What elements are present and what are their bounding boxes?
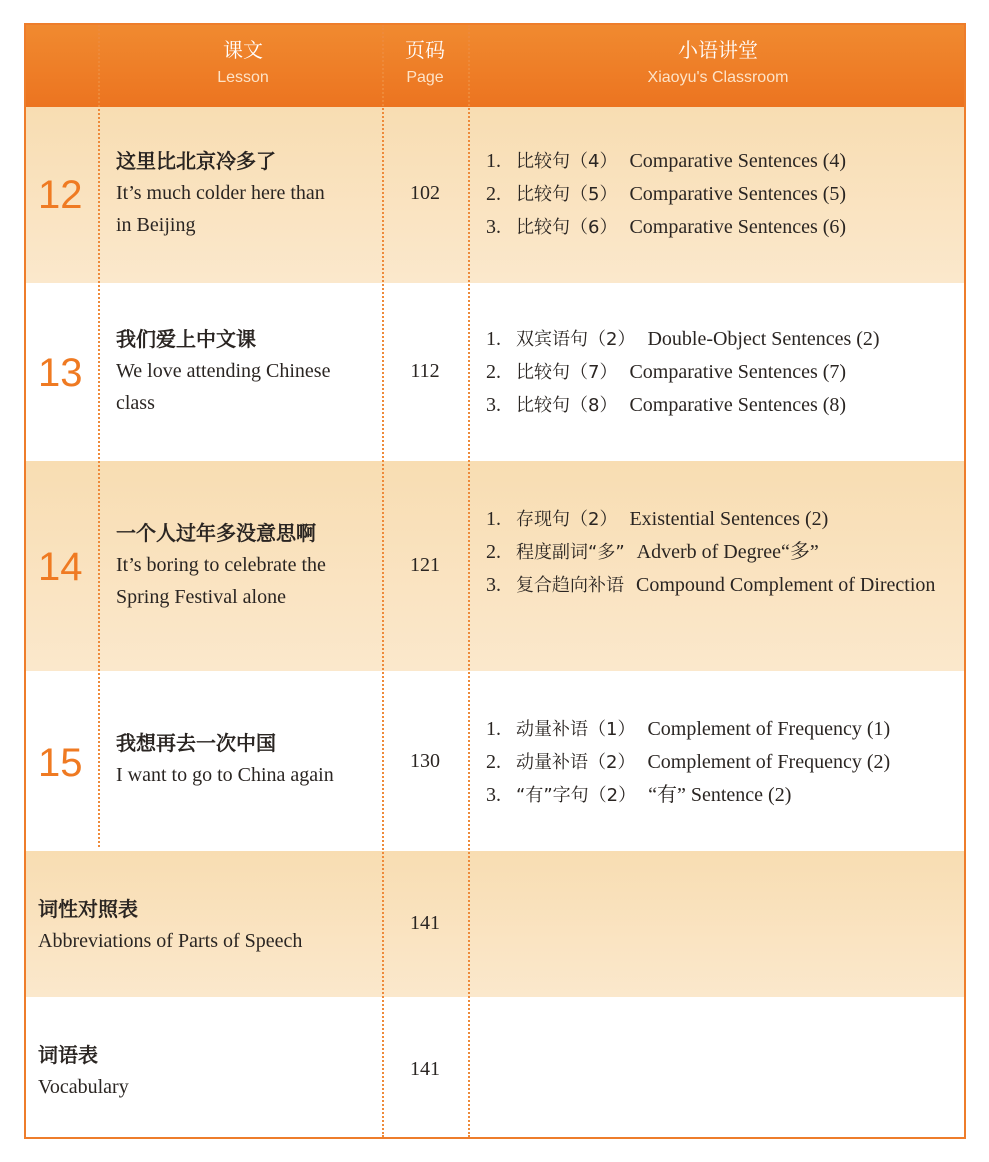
lesson-header-zh: 课文 bbox=[223, 38, 263, 62]
lesson-number: 13 bbox=[38, 351, 83, 395]
point-number: 3. bbox=[486, 784, 501, 806]
page-column-divider-right bbox=[468, 25, 470, 1137]
lesson-title-en-line2: Spring Festival alone bbox=[116, 586, 286, 608]
lesson-title-zh: 一个人过年多没意思啊 bbox=[116, 521, 316, 545]
point-number: 3. bbox=[486, 394, 501, 416]
grammar-point bbox=[486, 356, 962, 389]
page-number: 141 bbox=[410, 912, 440, 934]
point-number: 1. bbox=[486, 328, 501, 350]
point-zh: 动量补语（1） bbox=[516, 719, 636, 740]
lesson-title-en-line1: We love attending Chinese bbox=[116, 360, 331, 382]
point-number: 1. bbox=[486, 718, 501, 740]
point-en: Compound Complement of Direction bbox=[636, 574, 936, 596]
point-zh: 复合趋向补语 bbox=[516, 575, 624, 596]
lesson-row[interactable] bbox=[26, 671, 964, 851]
lesson-title-zh: 我想再去一次中国 bbox=[116, 731, 276, 755]
page-column-header bbox=[382, 25, 468, 107]
grammar-point bbox=[486, 389, 962, 422]
appendix-title[interactable] bbox=[38, 1039, 368, 1103]
point-en: Comparative Sentences (4) bbox=[629, 150, 847, 172]
point-zh: 比较句（6） bbox=[516, 217, 618, 238]
point-number: 1. bbox=[486, 508, 501, 530]
lesson-row[interactable] bbox=[26, 107, 964, 283]
grammar-point bbox=[486, 145, 962, 178]
point-en: “有” Sentence (2) bbox=[648, 784, 792, 806]
point-zh: “有”字句（2） bbox=[516, 785, 637, 806]
appendix-row[interactable] bbox=[26, 851, 964, 997]
point-zh: 双宾语句（2） bbox=[516, 329, 636, 350]
point-number: 2. bbox=[486, 183, 501, 205]
lesson-number: 14 bbox=[38, 545, 83, 589]
lesson-title-en-line1: I want to go to China again bbox=[116, 764, 334, 786]
point-number: 1. bbox=[486, 150, 501, 172]
table-of-contents bbox=[24, 23, 966, 1139]
page-number: 121 bbox=[410, 554, 440, 576]
grammar-points bbox=[486, 145, 962, 244]
point-number: 3. bbox=[486, 216, 501, 238]
lesson-number: 12 bbox=[38, 173, 83, 217]
point-zh: 比较句（7） bbox=[516, 362, 618, 383]
grammar-point bbox=[486, 178, 962, 211]
point-en: Complement of Frequency (1) bbox=[647, 718, 891, 740]
grammar-point bbox=[486, 211, 962, 244]
lesson-column-header bbox=[98, 25, 388, 107]
appendix-title-en: Abbreviations of Parts of Speech bbox=[38, 930, 303, 952]
grammar-point bbox=[486, 779, 962, 812]
grammar-point bbox=[486, 713, 962, 746]
lesson-title[interactable] bbox=[116, 145, 386, 241]
point-zh: 比较句（4） bbox=[516, 151, 618, 172]
point-en: Comparative Sentences (6) bbox=[629, 216, 847, 238]
grammar-point bbox=[486, 746, 962, 779]
point-zh: 比较句（8） bbox=[516, 395, 618, 416]
lesson-title-en-line2: class bbox=[116, 392, 155, 414]
point-zh: 程度副词“多” bbox=[516, 542, 625, 563]
lesson-title[interactable] bbox=[116, 727, 386, 791]
lesson-number: 15 bbox=[38, 741, 83, 785]
grammar-points bbox=[486, 503, 962, 602]
point-number: 2. bbox=[486, 751, 501, 773]
lesson-number-divider bbox=[98, 25, 100, 847]
lesson-title-en-line1: It’s boring to celebrate the bbox=[116, 554, 326, 576]
classroom-header-zh: 小语讲堂 bbox=[678, 38, 758, 62]
page-column-divider-left bbox=[382, 25, 384, 1137]
classroom-column-header bbox=[468, 25, 966, 107]
grammar-points bbox=[486, 323, 962, 422]
lesson-row[interactable] bbox=[26, 461, 964, 671]
point-en: Comparative Sentences (8) bbox=[629, 394, 847, 416]
appendix-title-zh: 词语表 bbox=[38, 1043, 98, 1067]
lesson-title[interactable] bbox=[116, 517, 386, 613]
point-number: 2. bbox=[486, 361, 501, 383]
point-en: Adverb of Degree“多” bbox=[636, 541, 819, 563]
point-zh: 存现句（2） bbox=[516, 509, 618, 530]
point-en: Comparative Sentences (5) bbox=[629, 183, 847, 205]
point-number: 2. bbox=[486, 541, 501, 563]
lesson-header-en: Lesson bbox=[217, 69, 269, 86]
classroom-header-en: Xiaoyu's Classroom bbox=[647, 69, 789, 86]
grammar-point bbox=[486, 503, 962, 536]
appendix-title-en: Vocabulary bbox=[38, 1076, 129, 1098]
lesson-title-en-line1: It’s much colder here than bbox=[116, 182, 325, 204]
point-number: 3. bbox=[486, 574, 501, 596]
page-number: 102 bbox=[410, 182, 440, 204]
lesson-row[interactable] bbox=[26, 283, 964, 461]
page-number: 141 bbox=[410, 1058, 440, 1080]
point-en: Double-Object Sentences (2) bbox=[647, 328, 880, 350]
appendix-row[interactable] bbox=[26, 997, 964, 1139]
point-en: Existential Sentences (2) bbox=[629, 508, 829, 530]
grammar-points bbox=[486, 713, 962, 812]
point-zh: 动量补语（2） bbox=[516, 752, 636, 773]
appendix-title[interactable] bbox=[38, 893, 368, 957]
lesson-title-zh: 我们爱上中文课 bbox=[116, 327, 256, 351]
lesson-title[interactable] bbox=[116, 323, 386, 419]
grammar-point bbox=[486, 569, 962, 602]
page-header-zh: 页码 bbox=[405, 38, 445, 62]
point-en: Comparative Sentences (7) bbox=[629, 361, 847, 383]
point-zh: 比较句（5） bbox=[516, 184, 618, 205]
page-number: 130 bbox=[410, 750, 440, 772]
grammar-point bbox=[486, 323, 962, 356]
lesson-title-en-line2: in Beijing bbox=[116, 214, 196, 236]
lesson-title-zh: 这里比北京冷多了 bbox=[116, 149, 276, 173]
grammar-point bbox=[486, 536, 962, 569]
point-en: Complement of Frequency (2) bbox=[647, 751, 891, 773]
page-header-en: Page bbox=[406, 69, 444, 86]
table-header bbox=[26, 25, 964, 107]
page-number: 112 bbox=[410, 360, 440, 382]
appendix-title-zh: 词性对照表 bbox=[38, 897, 138, 921]
